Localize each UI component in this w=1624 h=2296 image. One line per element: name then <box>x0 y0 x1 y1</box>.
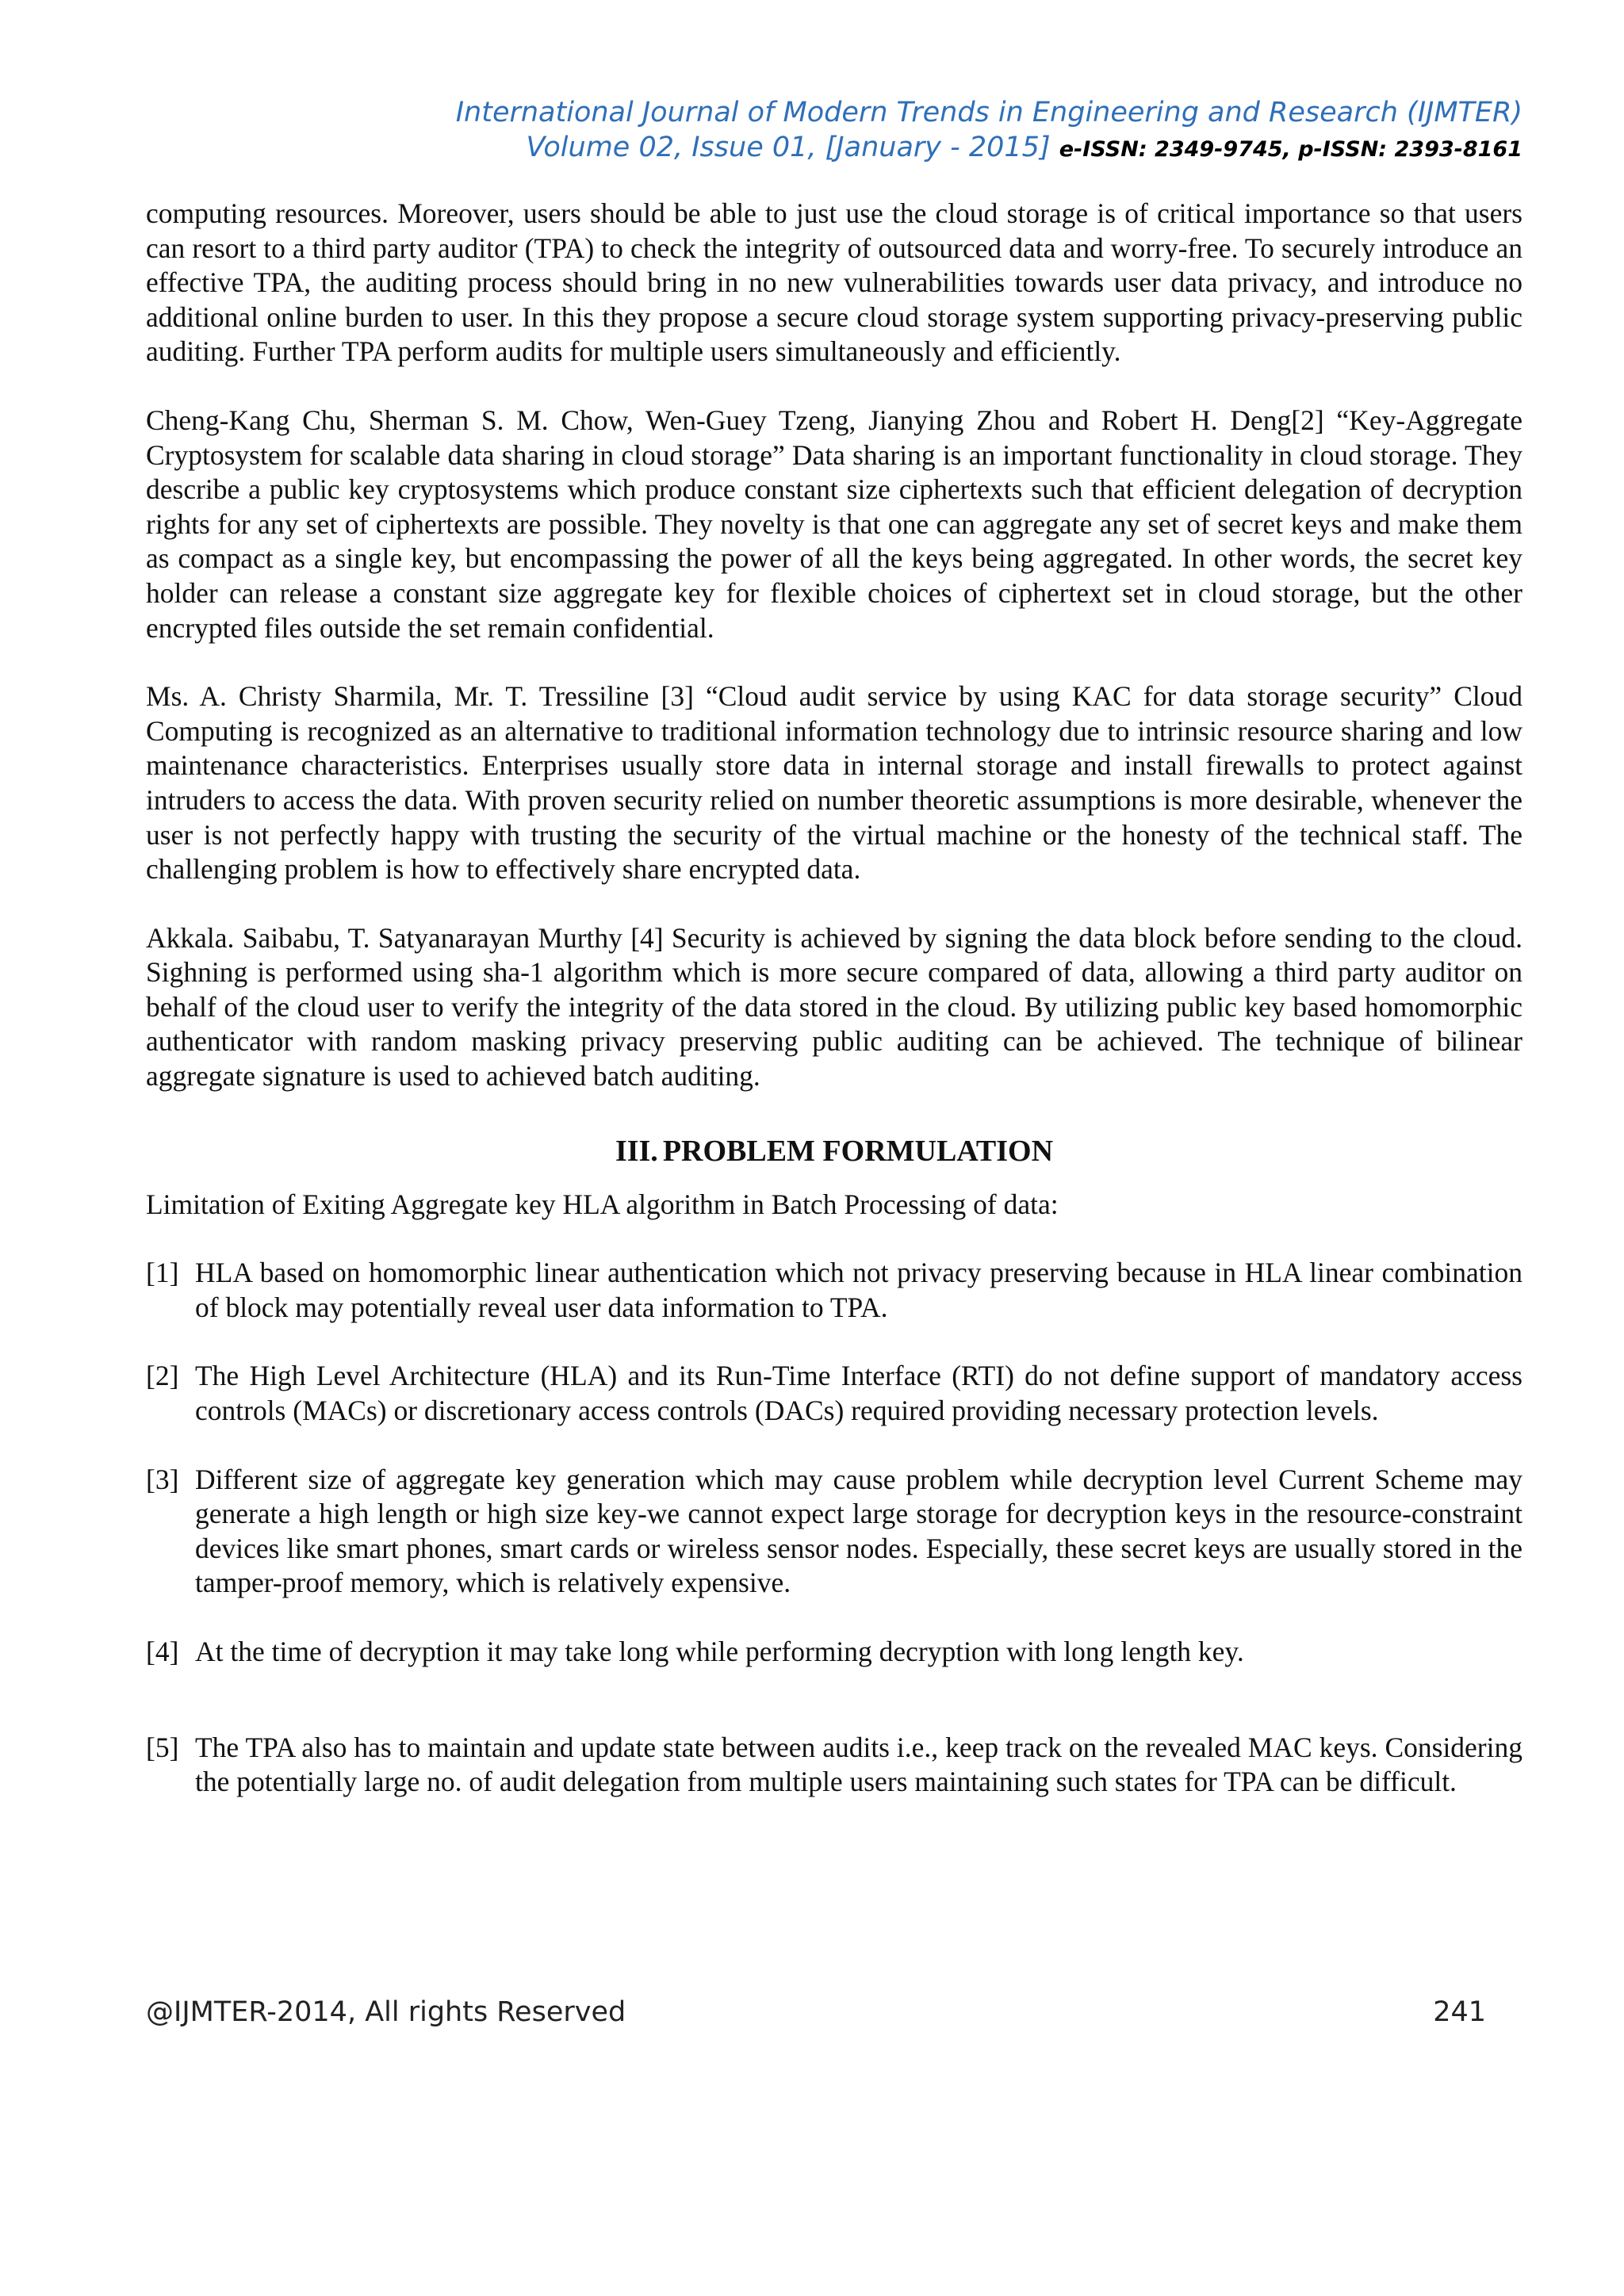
list-text: HLA based on homomorphic linear authentication which not privacy preserving because in HLA linear combination of block may potentially reveal user data information to TPA. <box>195 1257 1522 1323</box>
section-intro: Limitation of Exiting Aggregate key HLA algorithm in Batch Processing of data: <box>146 1188 1059 1220</box>
journal-header <box>174 95 1522 167</box>
footer-copyright: @IJMTER-2014, All rights Reserved <box>146 1996 626 2028</box>
paragraph-3: Ms. A. Christy Sharmila, Mr. T. Tressiline [3] “Cloud audit service by using KAC for data storage security” Cloud Computing is recognized as an alternative to traditional information technology due to intrinsic resource sharing and low maintenance characteristics. Enterprises usually store data in internal storage and install firewalls to protect against intruders to access the data. With proven security relied on number theoretic assumptions is more desirable, whenever the user is not perfectly happy with trusting the security of the virtual machine or the honesty of the technical staff. The challenging problem is how to effectively share encrypted data. <box>146 680 1522 886</box>
list-item <box>146 1731 1522 1800</box>
list-item <box>146 1635 1522 1670</box>
list-marker: [4] <box>146 1636 179 1667</box>
list-text: Different size of aggregate key generation which may cause problem while decryption level Current Scheme may generate a high length or high size key-we cannot expect large storage for decryption keys in the resource-constraint devices like smart phones, smart cards or wireless sensor nodes. Especially, these secret keys are usually stored in the tamper-proof memory, which is relatively expensive. <box>195 1463 1522 1599</box>
paragraph-4: Akkala. Saibabu, T. Satyanarayan Murthy [4] Security is achieved by signing the data block before sending to the cloud. Sighning is performed using sha-1 algorithm which is more secure compared of data, allowing a third party auditor on behalf of the cloud user to verify the integrity of the data stored in the cloud. By utilizing public key based homomorphic authenticator with random masking privacy preserving public auditing can be achieved. The technique of bilinear aggregate signature is used to achieved batch auditing. <box>146 921 1522 1093</box>
section-heading <box>146 1134 1522 1169</box>
list-marker: [5] <box>146 1731 179 1763</box>
list-text: The High Level Architecture (HLA) and its Run-Time Interface (RTI) do not define support of mandatory access controls (MACs) or discretionary access controls (DACs) required providing necessary protection levels. <box>195 1360 1522 1427</box>
section-title: PROBLEM FORMULATION <box>662 1134 1054 1168</box>
paragraph-1: computing resources. Moreover, users should be able to just use the cloud storage is of critical importance so that users can resort to a third party auditor (TPA) to check the integrity of outsourced data and worry-free. To securely introduce an effective TPA, the auditing process should bring in no new vulnerabilities towards user data privacy, and introduce no additional online burden to user. In this they propose a secure cloud storage system supporting privacy-preserving public auditing. Further TPA perform audits for multiple users simultaneously and efficiently. <box>146 197 1522 368</box>
section-number: III. <box>615 1134 658 1168</box>
list-text: At the time of decryption it may take long while performing decryption with long length key. <box>195 1636 1244 1667</box>
list-text: The TPA also has to maintain and update state between audits i.e., keep track on the revealed MAC keys. Considering the potentially large no. of audit delegation from multiple users maintaining such states for TPA can be difficult. <box>195 1731 1522 1798</box>
page-footer <box>146 1996 1486 2028</box>
paper-body <box>146 197 1522 1800</box>
journal-volume-line <box>174 130 1522 167</box>
list-marker: [2] <box>146 1360 179 1392</box>
list-marker: [1] <box>146 1257 179 1289</box>
list-item <box>146 1463 1522 1601</box>
journal-volume: Volume 02, Issue 01, [January - 2015] <box>526 132 1051 163</box>
list-marker: [3] <box>146 1463 179 1495</box>
page-number: 241 <box>1433 1996 1486 2028</box>
paragraph-2: Cheng-Kang Chu, Sherman S. M. Chow, Wen-Guey Tzeng, Jianying Zhou and Robert H. Deng[2] “Key-Aggregate Cryptosystem for scalable data sharing in cloud storage” Data sharing is an important functionality in cloud storage. They describe a public key cryptosystems which produce constant size ciphertexts such that efficient delegation of decryption rights for any set of ciphertexts are possible. They novelty is that one can aggregate any set of secret keys and make them as compact as a single key, but encompassing the power of all the keys being aggregated. In other words, the secret key holder can release a constant size aggregate key for flexible choices of ciphertext set in cloud storage, but the other encrypted files outside the set remain confidential. <box>146 404 1522 644</box>
list-item <box>146 1256 1522 1325</box>
journal-issn: e-ISSN: 2349-9745, p-ISSN: 2393-8161 <box>1059 137 1522 162</box>
list-item <box>146 1359 1522 1428</box>
journal-title: International Journal of Modern Trends in Engineering and Research (IJMTER) <box>455 97 1522 128</box>
